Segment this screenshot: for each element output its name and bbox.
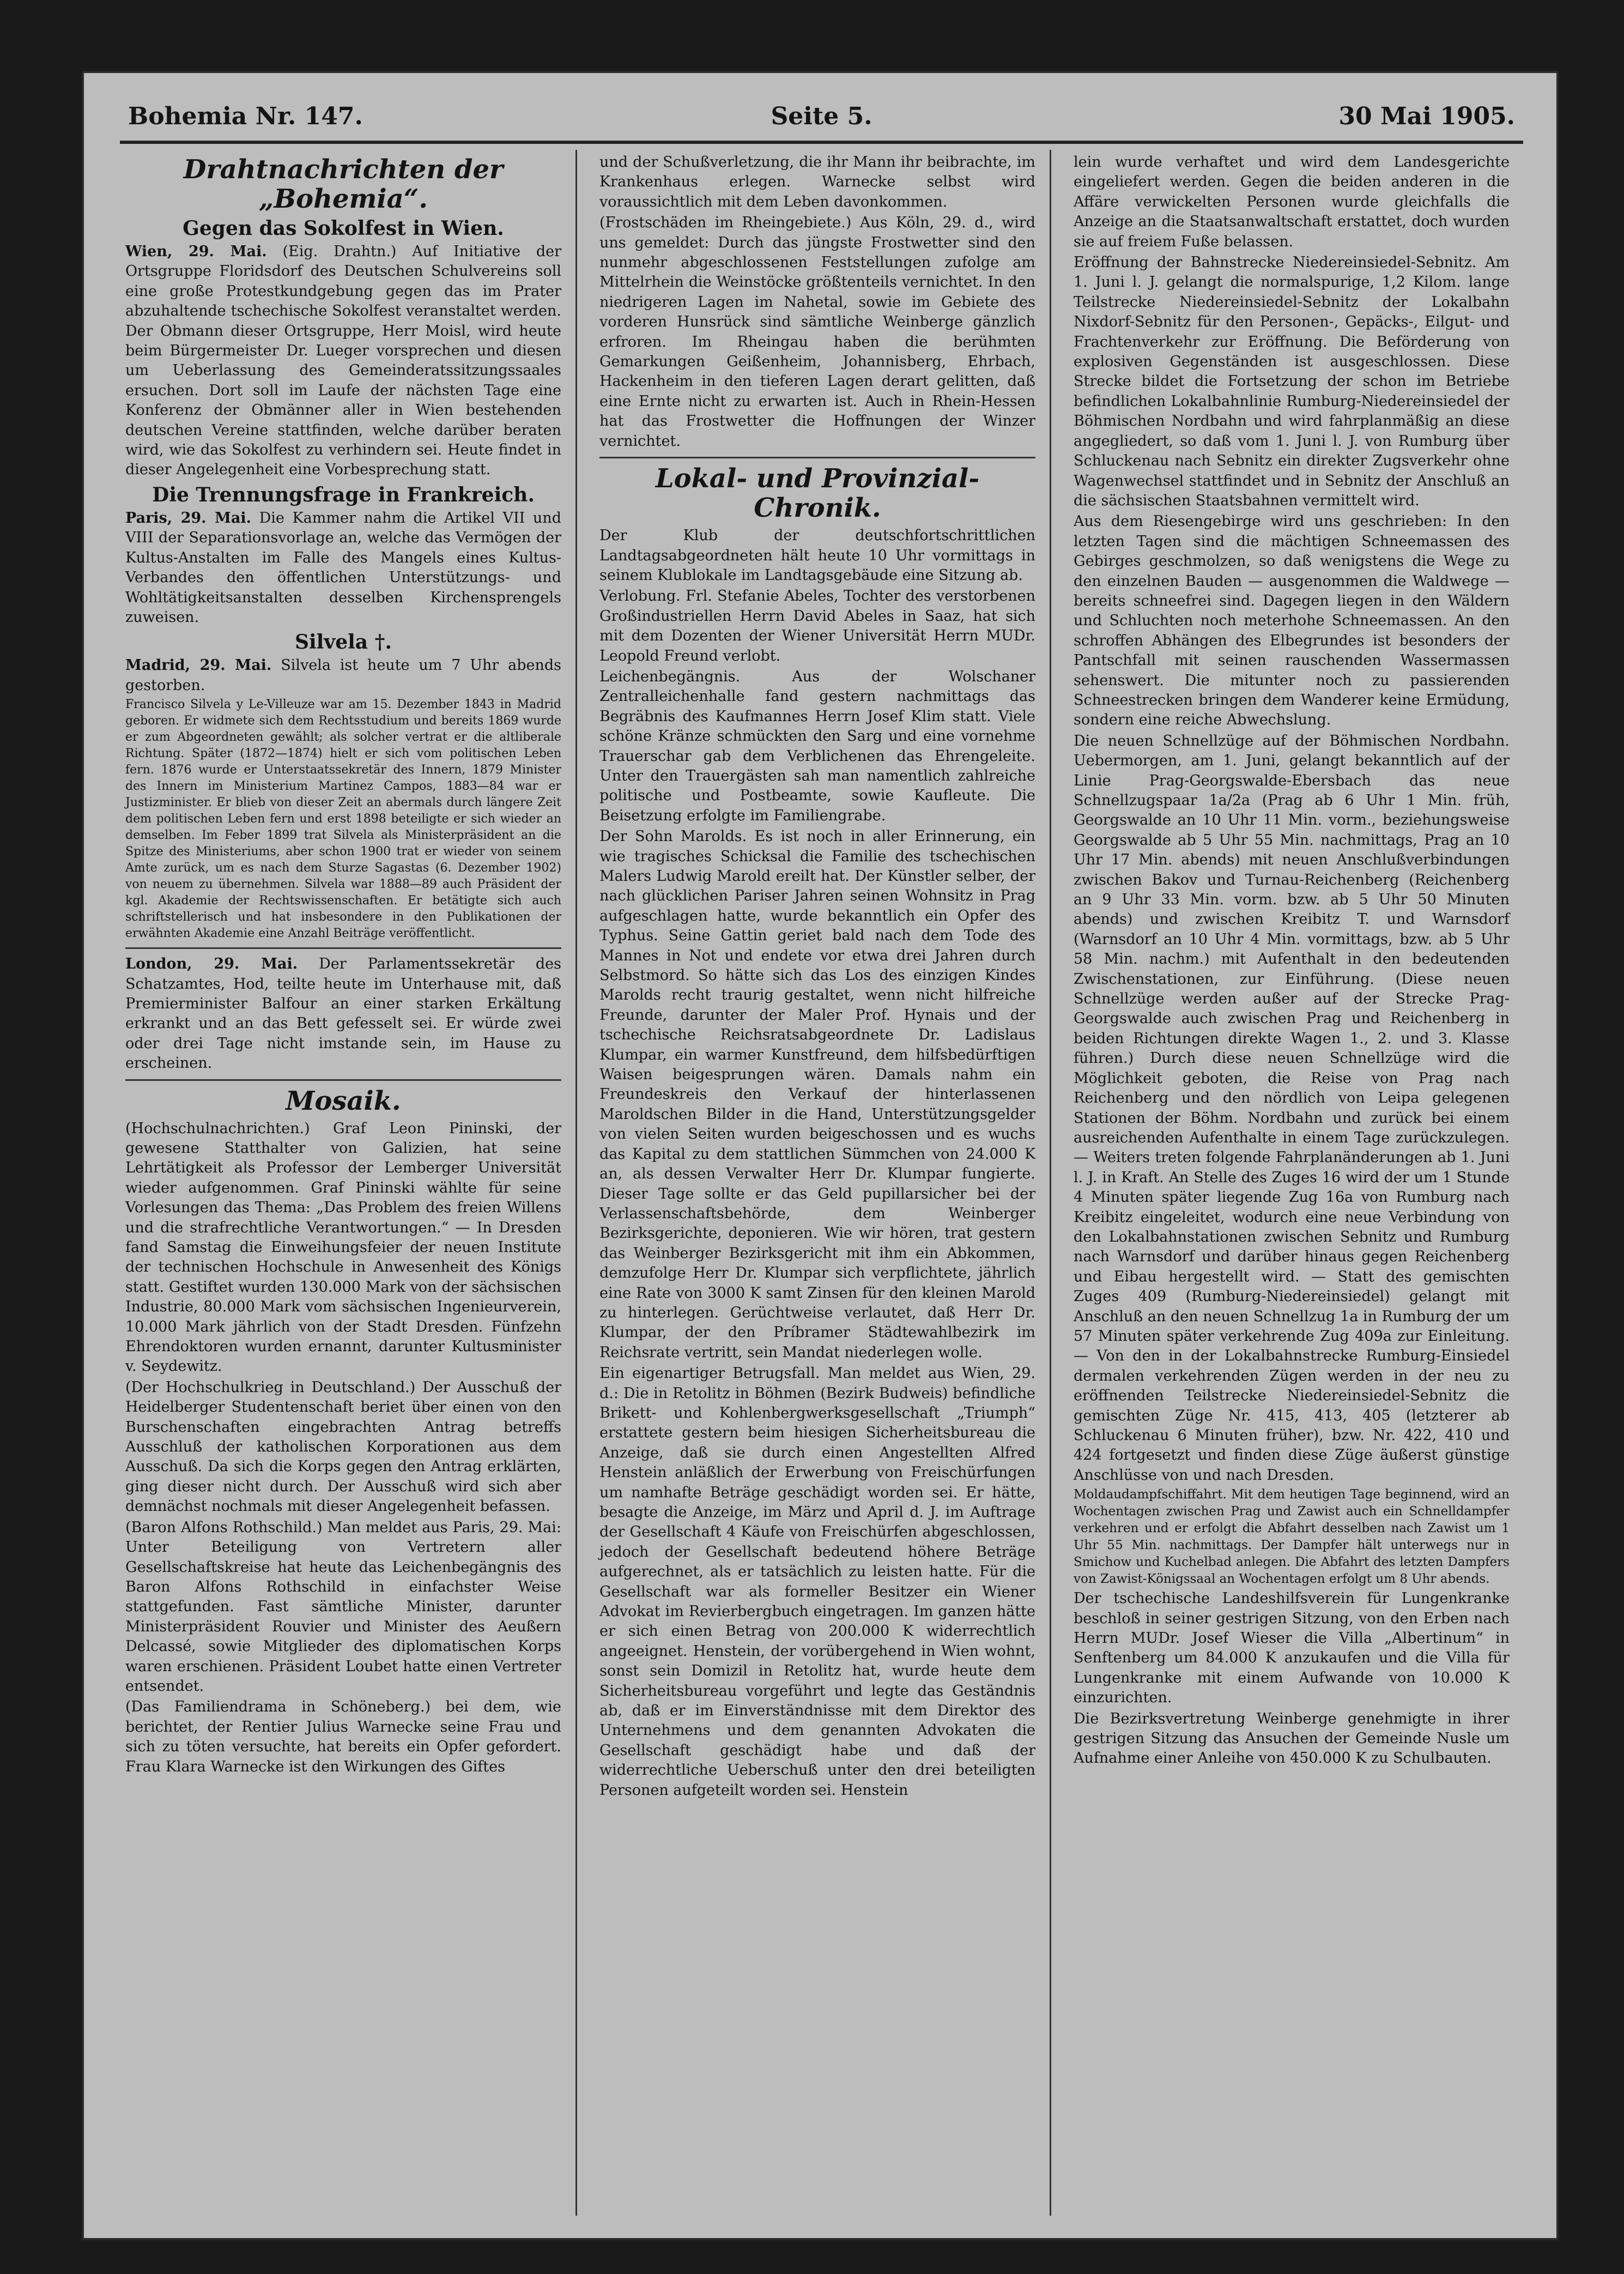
section-heading-telegrams: Drahtnachrichten der „Bohemia“. — [183, 154, 504, 214]
issue-date: 30 Mai 1905. — [1338, 102, 1515, 130]
masthead — [128, 102, 1515, 141]
article-text: (Frostschäden im Rheingebiete.) Aus Köln, 29. d., wird uns gemeldet: Durch das jüngste Frostwetter sind den nunmehr abgeschlossenen Feststellungen zufolge am Mittelrhein die Weinstöcke größtenteils vernichtet. In den niedrigeren Lagen im Nahetal, sowie im Gebiete des vorderen Hunsrück sind sämtliche Weinberge gänzlich erfroren. Im Rheingau haben die berühmten Gemarkungen Geißenheim, Johannisberg, Ehrbach, Hackenheim in den tieferen Lagen derart gelitten, daß eine Ernte nicht zu erwarten ist. Auch in Rhein-Hessen hat das Frostwetter die Hoffnungen der Winzer vernichtet. — [599, 214, 1035, 450]
article-text: Leichenbegängnis. Aus der Wolschaner Zentralleichenhalle fand gestern nachmittags das Begräbnis des Kaufmannes Herrn Josef Klim statt. Viele schöne Kränze schmückten den Sarg und eine vornehme Trauerschar gab dem Verblichenen das Ehrengeleite. Unter den Trauergästen sah man namentlich zahlreiche politische und Postbeamte, sowie Kaufleute. Die Beisetzung erfolgte im Familiengrabe. — [599, 668, 1035, 824]
article-headline: Die Trennungsfrage in Frankreich. — [152, 483, 535, 506]
separator — [125, 947, 561, 949]
issue-number: Bohemia Nr. 147. — [128, 102, 363, 130]
article-text: lein wurde verhaftet und wird dem Landesgerichte eingeliefert werden. Gegen die beiden anderen in die Affäre verwickelten Personen wurde gleichfalls die Anzeige an die Staatsanwaltschaft erstattet, doch wurden sie auf freiem Fuße belassen. — [1074, 154, 1510, 250]
article-text: Die Bezirksvertretung Weinberge genehmigte in ihrer gestrigen Sitzung das Ansuchen der Gemeinde Nusle um Aufnahme einer Anleihe von 450.000 K zu Schulbauten. — [1074, 1710, 1510, 1767]
article-text-small: Francisco Silvela y Le-Villeuze war am 15. Dezember 1843 in Madrid geboren. Er widmete sich dem Rechtsstudium und bereits 1869 wurde er zum Abgeordneten gewählt; als solcher vertrat er die altliberale Richtung. Später (1872—1874) hielt er sich vom politischen Leben fern. 1876 wurde er Unterstaatssekretär des Innern, 1879 Minister des Innern im Ministerium Martinez Campos, 1883—84 war er Justizminister. Er blieb von dieser Zeit an abermals durch längere Zeit dem politischen Leben fern und erst 1898 beteiligte er sich wieder an demselben. Im Feber 1899 trat Silvela als Ministerpräsident an die Spitze des Ministeriums, aber schon 1900 trat er wieder von seinem Amte zurück, um es nach dem Sturze Sagastas (6. Dezember 1902) von neuem zu übernehmen. Silvela war 1888—89 auch Präsident der kgl. Akademie der Rechtswissenschaften. Er betätigte sich auch schriftstellerisch und hat insbesondere in den Publikationen der erwähnten Akademie eine Anzahl Beiträge veröffentlicht. — [125, 698, 561, 941]
article-body: Die Kammer nahm die Artikel VII und VIII der Separationsvorlage an, welche das Vermögen der Kultus-Anstalten im Falle des Mangels eines Kultus-Verbandes den öffentlichen Unterstützungs- und Wohltätigkeitsanstalten desselben Kirchensprengels zuweisen. — [125, 509, 561, 626]
article-text: (Das Familiendrama in Schöneberg.) bei dem, wie berichtet, der Rentier Julius Warnecke seine Frau und sich zu töten versuchte, hat bereits ein Opfer gefordert. Frau Klara Warnecke ist den Wirkungen des Giftes — [125, 1698, 561, 1775]
article-text: Der Klub der deutschfortschrittlichen Landtagsabgeordneten hält heute 10 Uhr vormittags in seinem Klublokale im Landtagsgebäude eine Sitzung ab. — [599, 527, 1035, 584]
article-headline: Gegen das Sokolfest in Wien. — [183, 217, 504, 240]
article-text — [125, 656, 561, 695]
separator — [125, 1079, 561, 1081]
article-text: Verlobung. Frl. Stefanie Abeles, Tochter des verstorbenen Großindustriellen Herrn David Abeles in Saaz, hat sich mit dem Dozenten der Wiener Universität Herrn MUDr. Leopold Freund verlobt. — [599, 588, 1035, 664]
article-text: Aus dem Riesengebirge wird uns geschrieben: In den letzten Tagen sind die mächtigen Schneemassen des Gebirges geschmolzen, so daß wenigstens die Wege zu den einzelnen Bauden — ausgenommen die Waldwege — bereits schneefrei sind. Dagegen liegen in den Wäldern und Schluchten noch meterhohe Schneemassen. An den schroffen Abhängen des Elbegrundes ist besonders der Pantschfall mit seinen rauschenden Wassermassen sehenswert. Die mitunter noch zu passierenden Schneestrecken bringen dem Wanderer keine Ermüdung, sondern eine reiche Abwechslung. — [1074, 513, 1510, 729]
article-text — [125, 954, 561, 1073]
dateline: Madrid, 29. Mai. — [125, 657, 272, 674]
section-heading-mosaik: Mosaik. — [286, 1085, 401, 1116]
separator — [599, 457, 1035, 458]
article-headline: Silvela †. — [294, 631, 392, 654]
article-text: Eröffnung der Bahnstrecke Niedereinsiedel-Sebnitz. Am 1. Juni l. J. gelangt die normalspurige, 1,2 Kilom. lange Teilstrecke Niedereinsiedel-Sebnitz der Lokalbahn Nixdorf-Sebnitz für den Personen-, Gepäcks-, Eilgut- und Frachtenverkehr zur Eröffnung. Die Beförderung von explosiven Gegenständen ist ausgeschlossen. Diese Strecke bildet die Fortsetzung der schon im Betriebe befindlichen Lokalbahnlinie Rumburg-Niedereinsiedel der Böhmischen Nordbahn und wird fahrplanmäßig an diese angegliedert, so daß vom 1. Juni l. J. von Rumburg über Schluckenau nach Sebnitz ein direkter Zugsverkehr ohne Wagenwechsel stattfindet und in Sebnitz der Anschluß an die sächsischen Staatsbahnen vermittelt wird. — [1074, 254, 1510, 509]
column-divider — [575, 150, 577, 2216]
article-body: (Eig. Drahtn.) Auf Initiative der Ortsgruppe Floridsdorf des Deutschen Schulvereins soll eine große Protestkundgebung gegen das im Prater abzuhaltende tschechische Sokolfest veranstaltet werden. Der Obmann dieser Ortsgruppe, Herr Moisl, wird heute beim Bürgermeister Dr. Lueger vorsprechen und diesen um Ueberlassung des Gemeinderatssitzungssaales ersuchen. Dort soll im Laufe der nächsten Tage eine Konferenz der Obmänner aller in Wien bestehenden deutschen Vereine stattfinden, welche darüber beraten wird, wie das Sokolfest zu verhindern sei. Heute findet in dieser Angelegenheit eine Vorbesprechung statt. — [125, 243, 562, 479]
article-text: Die neuen Schnellzüge auf der Böhmischen Nordbahn. Uebermorgen, am 1. Juni, gelangt bekanntlich auf der Linie Prag-Georgswalde-Ebersbach das neue Schnellzugspaar 1a/2a (Prag ab 6 Uhr 1 Min. früh, Georgswalde an 10 Uhr 11 Min. vorm., beziehungsweise Georgswalde ab 5 Uhr 55 Min. nachmittags, Prag an 10 Uhr 17 Min. abends) mit neuen Anschlußverbindungen zwischen Bakov und Turnau-Reichenberg (Reichenberg an 9 Uhr 33 Min. vorm. bzw. ab 5 Uhr 50 Minuten abends) und zwischen Kreibitz T. und Warnsdorf (Warnsdorf an 10 Uhr 4 Min. vormittags, bzw. ab 5 Uhr 58 Min. nachm.) mit Aufenthalt in den bedeutenden Zwischenstationen, zur Einführung. (Diese neuen Schnellzüge werden außer auf der Strecke Prag-Georgswalde auch zwischen Prag und Reichenberg in beiden Richtungen direkte Wagen 1., 2. und 3. Klasse führen.) Durch diese neuen Schnellzüge wird die Möglichkeit geboten, die Reise von Prag nach Reichenberg und den nördlich von Leipa gelegenen Stationen der Böhm. Nordbahn und zurück bei einem ausreichenden Aufenthalte in einem Tage zurückzulegen. — Weiters treten folgende Fahrplanänderungen ab 1. Juni l. J. in Kraft. An Stelle des Zuges 16 wird der um 1 Stunde 4 Minuten später liegende Zug 16a von Rumburg nach Kreibitz eingeleitet, wodurch eine neue Verbindung von den Lokalbahnstationen zwischen Sebnitz und Rumburg nach Warnsdorf und darüber hinaus gegen Reichenberg und Eibau hergestellt wird. — Statt des gemischten Zuges 409 (Rumburg-Niedereinsiedel) gelangt mit Anschluß an den neuen Schnellzug 1a in Rumburg der um 57 Minuten später verkehrende Zug 409a zur Einleitung. — Von den in der Lokalbahnstrecke Rumburg-Einsiedel dermalen verkehrenden Zügen werden in der neu zu eröffnenden Teilstrecke Niedereinsiedel-Sebnitz die gemischten Züge Nr. 415, 413, 405 (letzterer ab Schluckenau 6 Minuten früher), bzw. Nr. 422, 410 und 424 fortgesetzt und finden diese Züge äußerst günstige Anschlüsse von und nach Dresden. — [1074, 732, 1510, 1484]
column-3 — [1074, 153, 1510, 1770]
article-text: (Der Hochschulkrieg in Deutschland.) Der Ausschuß der Heidelberger Studentenschaft beriet über einen von den Burschenschaften eingebrachten Antrag betreffs Ausschluß der katholischen Korporationen aus dem Ausschuß. Da sich die Korps gegen den Antrag erklärten, ging dieser nicht durch. Der Ausschuß wird sich aber demnächst nochmals mit dieser Angelegenheit befassen. — [125, 1378, 561, 1515]
article-text: und der Schußverletzung, die ihr Mann ihr beibrachte, im Krankenhaus erlegen. Warnecke selbst wird voraussichtlich mit dem Leben davonkommen. — [599, 154, 1035, 210]
article-body: Silvela ist heute um 7 Uhr abends gestorben. — [125, 657, 561, 694]
column-1 — [125, 153, 561, 1778]
dateline: London, 29. Mai. — [125, 955, 298, 973]
article-text — [125, 509, 561, 627]
column-2 — [599, 153, 1035, 1801]
section-heading-local: Lokal- und Provinzial-Chronik. — [655, 463, 980, 524]
article-body: Der Parlamentssekretär des Schatzamtes, Hod, teilte heute im Unterhause mit, daß Premierminister Balfour an einer starken Erkältung erkrankt und an das Bett gefesselt sei. Er würde zwei oder drei Tage nicht imstande sein, im Hause zu erscheinen. — [125, 955, 561, 1072]
article-text — [125, 242, 561, 480]
newspaper-page — [82, 71, 1559, 2240]
article-text-small: Moldaudampfschiffahrt. Mit dem heutigen Tage beginnend, wird an Wochentagen zwischen Prag und Zawist auch ein Schnelldampfer verkehren und er erfolgt die Abfahrt desselben nach Zawist um 1 Uhr 55 Min. nachmittags. Der Dampfer hält unterwegs nur in Smichow und Kuchelbad anlegen. Die Abfahrt des letzten Dampfers von Zawist-Königssaal an Wochentagen erfolgt um 8 Uhr abends. — [1074, 1487, 1510, 1587]
header-rule — [120, 141, 1523, 144]
article-text: Ein eigenartiger Betrugsfall. Man meldet aus Wien, 29. d.: Die in Retolitz in Böhmen (Bezirk Budweis) befindliche Brikett- und Kohlenbergwerksgesellschaft „Triumph“ erstattete gestern beim hiesigen Sicherheitsbureau die Anzeige, daß sie durch einen Angestellten Alfred Henstein anläßlich der Erwerbung von Freischürfungen um namhafte Beträge geschädigt worden sei. Er hätte, besagte die Anzeige, im März und April d. J. im Auftrage der Gesellschaft 4 Käufe von Freischürfen abgeschlossen, jedoch der Gesellschaft bedeutend höhere Beträge aufgerechnet, als er tatsächlich zu leisten hatte. Für die Gesellschaft war als formeller Besitzer ein Wiener Advokat im Revierbergbuch eingetragen. Im ganzen hätte er sich einen Betrag von 200.000 K widerrechtlich angeeignet. Henstein, der vorübergehend in Wien wohnt, sonst sein Domizil in Retolitz hat, wurde heute dem Sicherheitsbureau vorgeführt und legte das Geständnis ab, daß er im Einverständnisse mit dem Direktor des Unternehmens und dem genannten Advokaten die Gesellschaft geschädigt habe und daß der widerrechtliche Ueberschuß unter den drei beteiligten Personen aufgeteilt worden sei. Henstein — [599, 1365, 1035, 1799]
article-text: (Hochschulnachrichten.) Graf Leon Pininski, der gewesene Statthalter von Galizien, hat seine Lehrtätigkeit als Professor der Lemberger Universität wieder aufgenommen. Graf Pininski wählte für seine Vorlesungen das Thema: „Das Problem des freien Willens und die strafrechtliche Verantwortungen.“ — In Dresden fand Samstag die Einweihungsfeier der neuen Institute der technischen Hochschule in Anwesenheit des Königs statt. Gestiftet wurden 130.000 Mark von der sächsischen Industrie, 80.000 Mark vom sächsischen Ingenieurverein, 10.000 Mark jährlich von der Stadt Dresden. Fünfzehn Ehrendoktoren wurden ernannt, darunter Kultusminister v. Seydewitz. — [125, 1120, 561, 1375]
article-text: Der Sohn Marolds. Es ist noch in aller Erinnerung, ein wie tragisches Schicksal die Familie des tschechischen Malers Ludwig Marold ereilt hat. Der Künstler selber, der nach glücklichen Pariser Jahren seinen Wohnsitz in Prag aufgeschlagen hatte, wurde bekanntlich ein Opfer des Typhus. Seine Gattin geriet bald nach dem Tode des Mannes in Not und endete vor etwa drei Jahren durch Selbstmord. So hätte sich das Los des einzigen Kindes Marolds recht traurig gestaltet, wenn nicht hilfreiche Freunde, darunter der Maler Prof. Hynais und der tschechische Reichsratsabgeordnete Dr. Ladislaus Klumpar, ein warmer Kunstfreund, dem hilfsbedürftigen Waisen beigesprungen wären. Damals nahm ein Freundeskreis den Verkauf der hinterlassenen Maroldschen Bilder in die Hand, Unterstützungsgelder von vielen Seiten wurden beigeschossen und es wuchs das Kapital zu dem stattlichen Sümmchen von 24.000 K an, als dessen Verwalter Herr Dr. Klumpar fungierte. Dieser Tage sollte er das Geld pupillarsicher bei der Verlassenschaftsbehörde, dem Weinberger Bezirksgerichte, deponieren. Wie wir hören, trat gestern das Weinberger Bezirksgericht mit ihm ein Abkommen, demzufolge Herr Dr. Klumpar sich verpflichtete, jährlich eine Rate von 3000 K samt Zinsen für den kleinen Marold zu hinterlegen. Gerüchtweise verlautet, daß Herr Dr. Klumpar, der den Príbramer Städtewahlbezirk im Reichsrate vertritt, sein Mandat niederlegen wolle. — [599, 828, 1035, 1361]
article-text: Der tschechische Landeshilfsverein für Lungenkranke beschloß in seiner gestrigen Sitzung, von den Erben nach Herrn MUDr. Josef Wieser die Villa „Albertinum“ in Senftenberg um 84.000 K anzukaufen und die Villa für Lungenkranke mit einem Aufwande von 10.000 K einzurichten. — [1074, 1590, 1510, 1707]
dateline: Wien, 29. Mai. — [125, 243, 267, 260]
column-divider — [1050, 150, 1051, 2216]
article-text: (Baron Alfons Rothschild.) Man meldet aus Paris, 29. Mai: Unter Beteiligung von Vertretern aller Gesellschaftskreise hat heute das Leichenbegängnis des Baron Alfons Rothschild in einfachster Weise stattgefunden. Fast sämtliche Minister, darunter Ministerpräsident Rouvier und Minister des Aeußern Delcassé, sowie Mitglieder des diplomatischen Korps waren erschienen. Präsident Loubet hatte einen Vertreter entsendet. — [125, 1519, 561, 1695]
page-number: Seite 5. — [771, 102, 872, 130]
dateline: Paris, 29. Mai. — [125, 509, 252, 527]
